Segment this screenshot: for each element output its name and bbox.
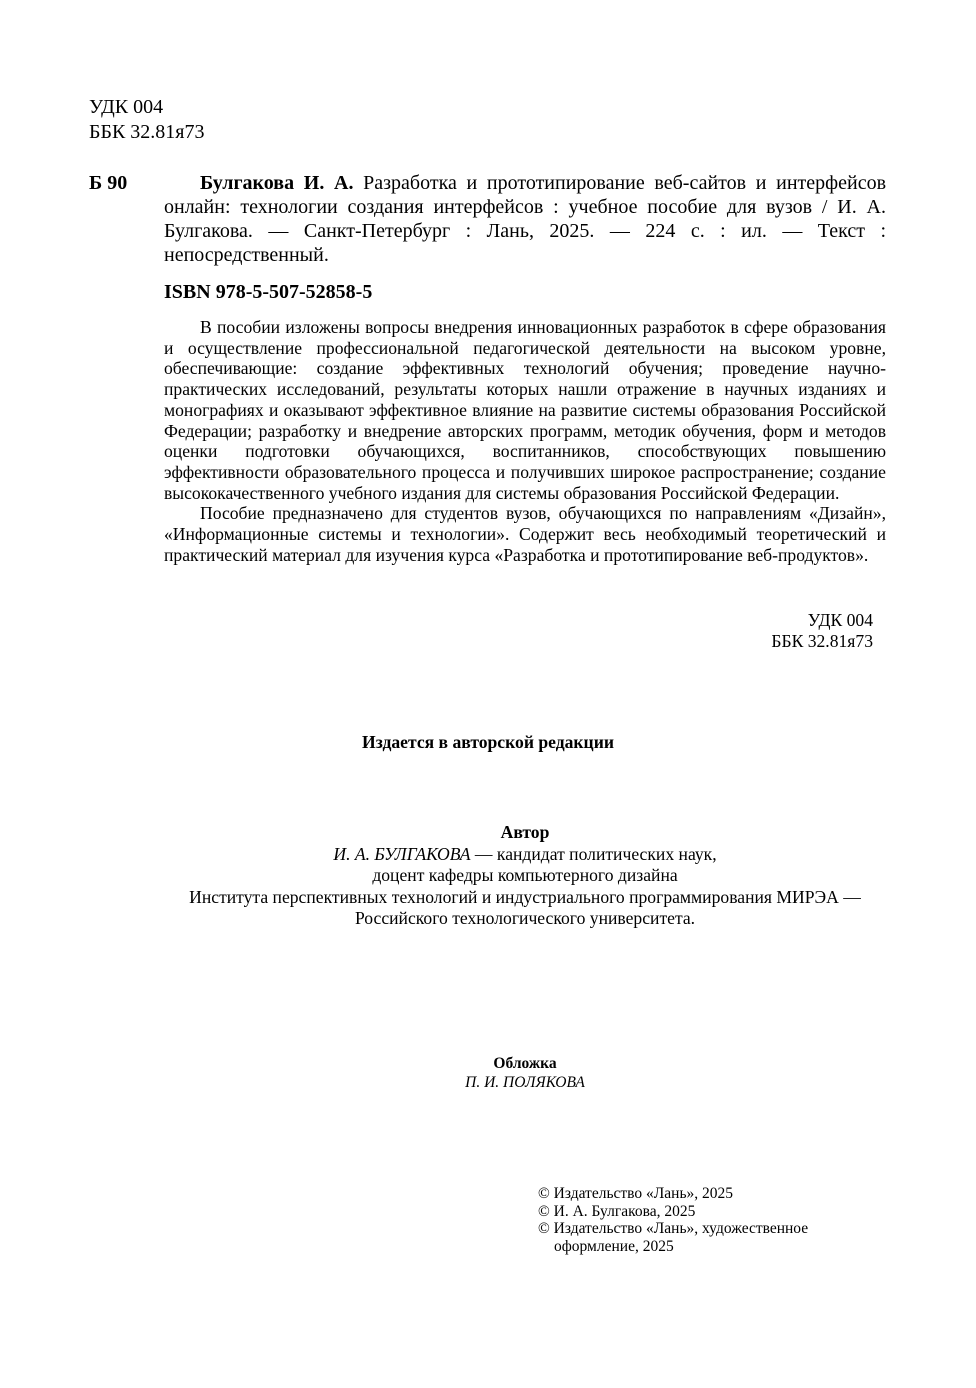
classification-codes-top bbox=[89, 95, 205, 145]
copyright-line: © Издательство «Лань», 2025 bbox=[538, 1185, 734, 1202]
udk-code: УДК 004 bbox=[89, 96, 164, 118]
author-line bbox=[0, 844, 976, 866]
author-heading: Автор bbox=[500, 822, 550, 842]
author-university: Российского технологического университета. bbox=[354, 908, 696, 928]
annotation-paragraph: В пособии изложены вопросы внедрения инновационных разработок в сфере образования и осуществление профессиональной педагогической деятельности на высоком уровне, обеспечивающие: создание эффективных технологий обучения; проведение научно-практических исследований, результаты которых нашли отражение в научных изданиях и монографиях и оказывают эффективное влияние на развитие системы образования Российской Федерации; разработку и внедрение авторских программ, методик обучения, форм и методов оценки подготовки обучающихся, воспитанников, способствующих повышению эффективности образовательного процесса и получивших широкое распространение; создание высококачественного учебного издания для системы образования Российской Федерации. bbox=[164, 317, 886, 503]
annotation bbox=[164, 317, 886, 565]
bbk-code: ББК 32.81я73 bbox=[89, 121, 205, 143]
author-info bbox=[0, 822, 976, 930]
author-degree: — кандидат политических наук, bbox=[470, 843, 717, 864]
bbk-code: ББК 32.81я73 bbox=[771, 631, 873, 651]
entry-description: Разработка и прототипирование веб-сайтов и интерфейсов онлайн: технологии создания интерфейсов : учебное пособие для вузов / И. А. Булгакова. — Санкт-Петербург : Лань, 2025. — 224 с. : ил. — Текст : непосредственный. bbox=[164, 172, 887, 266]
copyright-line: оформление, 2025 bbox=[554, 1237, 674, 1255]
entry-author: Булгакова И. А. bbox=[200, 172, 354, 194]
author-name: И. А. БУЛГАКОВА bbox=[333, 843, 471, 864]
cover-heading: Обложка bbox=[493, 1055, 557, 1072]
author-institute: Института перспективных технологий и индустриального программирования МИРЭА — bbox=[189, 886, 861, 907]
copyright-line: © Издательство «Лань», художественное bbox=[538, 1220, 809, 1237]
udk-code: УДК 004 bbox=[807, 610, 873, 630]
bibliographic-entry bbox=[164, 171, 886, 267]
copyright-block bbox=[538, 1185, 808, 1255]
annotation-paragraph: Пособие предназначено для студентов вузов, обучающихся по направлениям «Дизайн», «Информационные системы и технологии». Содержит весь необходимый теоретический и практический материал для изучения курса «Разработка и прототипирование веб-продуктов». bbox=[164, 503, 886, 565]
edition-note: Издается в авторской редакции bbox=[362, 732, 614, 752]
isbn: ISBN 978-5-507-52858-5 bbox=[164, 281, 373, 303]
cover-designer: П. И. ПОЛЯКОВА bbox=[465, 1074, 585, 1091]
classification-codes-bottom bbox=[771, 610, 873, 652]
author-mark: Б 90 bbox=[89, 172, 128, 194]
copyright-line: © И. А. Булгакова, 2025 bbox=[538, 1202, 696, 1220]
cover-credit bbox=[0, 1054, 976, 1092]
author-position: доцент кафедры компьютерного дизайна bbox=[372, 865, 678, 885]
